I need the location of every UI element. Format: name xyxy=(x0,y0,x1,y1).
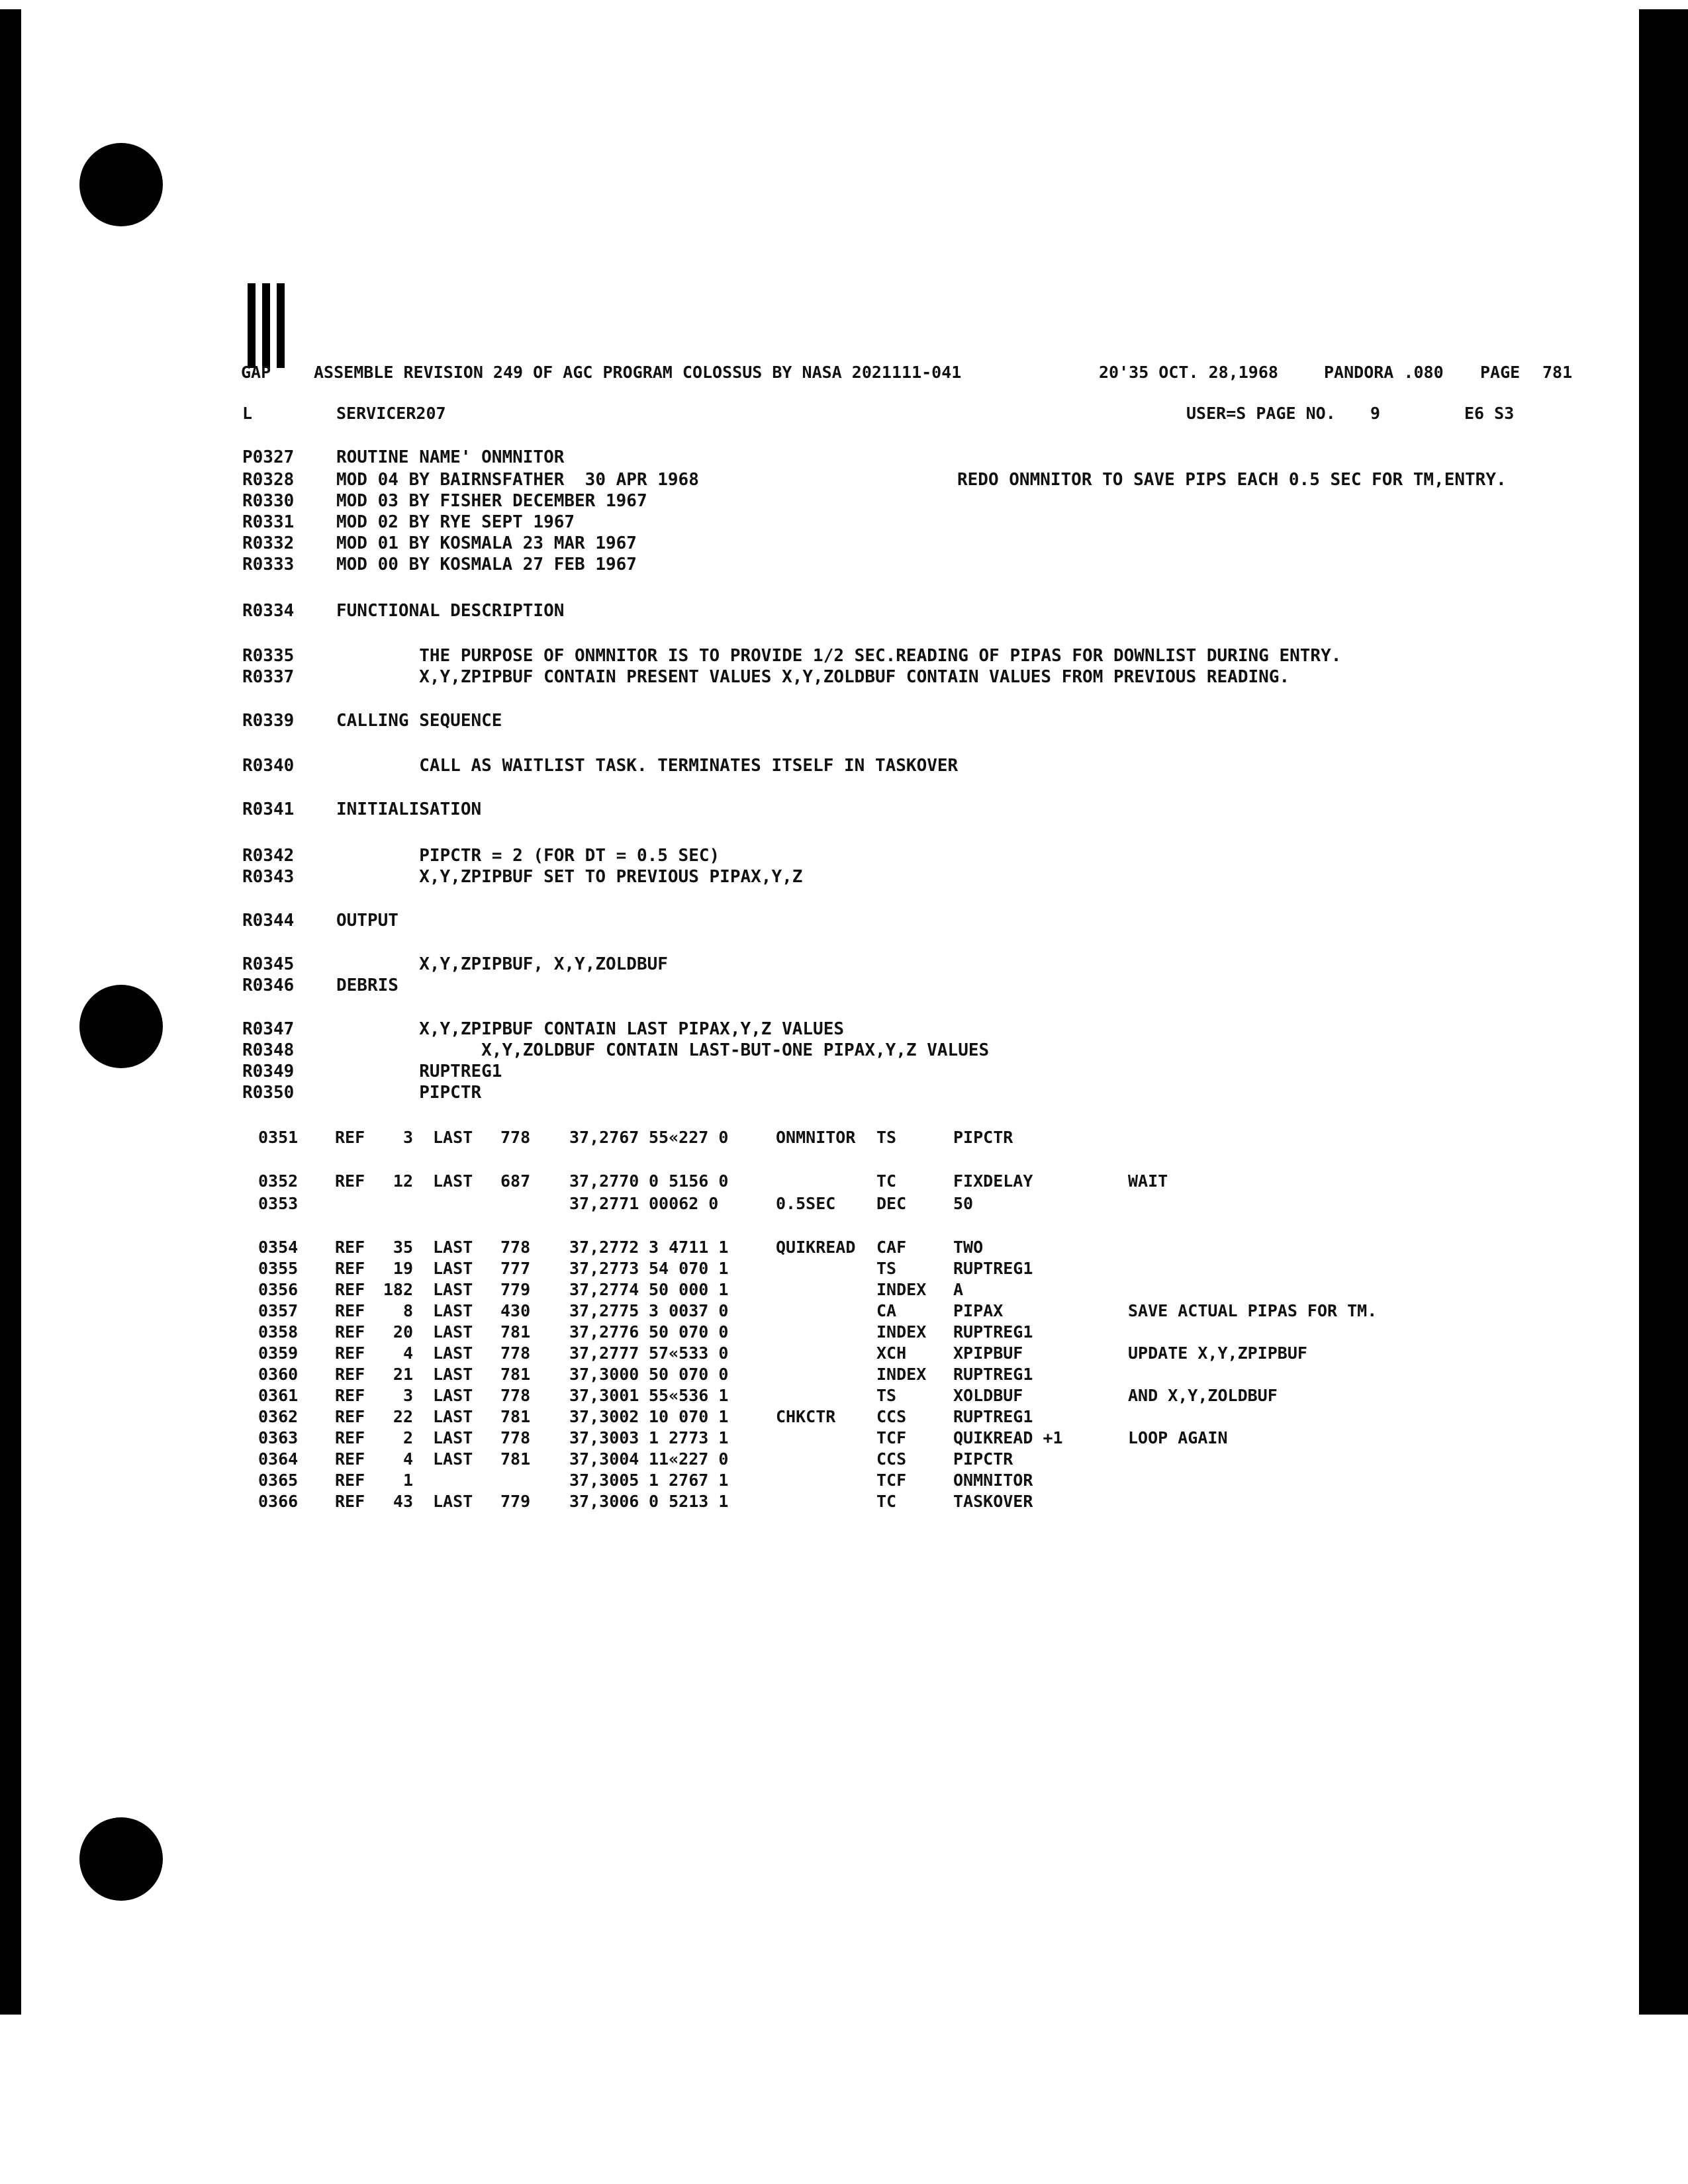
line-number: R0343 xyxy=(242,867,295,887)
last-keyword: LAST xyxy=(433,1343,473,1363)
line-number: R0334 xyxy=(242,601,295,621)
address: 37,2777 xyxy=(569,1343,639,1363)
last-keyword: LAST xyxy=(433,1171,473,1191)
opcode: CAF xyxy=(876,1238,907,1257)
operand: XPIPBUF xyxy=(953,1343,1023,1363)
punch-hole-bottom xyxy=(79,1817,163,1901)
last-keyword: LAST xyxy=(433,1322,473,1342)
last-page: 777 xyxy=(500,1259,531,1278)
last-keyword: LAST xyxy=(433,1492,473,1511)
ref-count: 19 xyxy=(393,1259,413,1278)
code-comment: LOOP AGAIN xyxy=(1128,1428,1228,1447)
header-section: SERVICER207 xyxy=(336,404,446,423)
last-page: 779 xyxy=(500,1492,531,1511)
remark-text: CALL AS WAITLIST TASK. TERMINATES ITSELF IN TASKOVER xyxy=(336,756,959,776)
line-number: 0359 xyxy=(258,1343,299,1363)
address: 37,2773 xyxy=(569,1259,639,1278)
opcode: TCF xyxy=(876,1428,907,1447)
line-number: 0365 xyxy=(258,1471,299,1490)
line-number: R0341 xyxy=(242,799,295,819)
opcode: TS xyxy=(876,1386,897,1405)
line-number: R0337 xyxy=(242,667,295,687)
ref-keyword: REF xyxy=(335,1365,365,1384)
operand: PIPCTR xyxy=(953,1449,1013,1469)
address: 37,2775 xyxy=(569,1301,639,1320)
last-keyword: LAST xyxy=(433,1428,473,1447)
remark-text: RUPTREG1 xyxy=(336,1062,502,1081)
last-page: 687 xyxy=(500,1171,531,1191)
operand: TASKOVER xyxy=(953,1492,1033,1511)
last-keyword: LAST xyxy=(433,1365,473,1384)
last-keyword: LAST xyxy=(433,1449,473,1469)
ref-count: 8 xyxy=(402,1301,413,1320)
ref-count: 1 xyxy=(402,1471,413,1490)
opcode: TS xyxy=(876,1128,897,1147)
remark-text: MOD 01 BY KOSMALA 23 MAR 1967 xyxy=(336,533,637,553)
operand: RUPTREG1 xyxy=(953,1259,1033,1278)
remark-text: MOD 00 BY KOSMALA 27 FEB 1967 xyxy=(336,555,637,574)
ref-count: 43 xyxy=(393,1492,413,1511)
ref-keyword: REF xyxy=(335,1471,365,1490)
line-number: R0331 xyxy=(242,512,295,532)
line-number: R0333 xyxy=(242,555,295,574)
operand: PIPAX xyxy=(953,1301,1004,1320)
line-number: 0352 xyxy=(258,1171,299,1191)
last-page: 781 xyxy=(500,1322,531,1342)
octal-word: 0 5156 0 xyxy=(649,1171,729,1191)
remark-text: THE PURPOSE OF ONMNITOR IS TO PROVIDE 1/2 SEC.READING OF PIPAS FOR DOWNLIST DURING ENTRY. xyxy=(336,646,1342,666)
ref-count: 21 xyxy=(393,1365,413,1384)
octal-word: 54 070 1 xyxy=(649,1259,729,1278)
line-number: 0356 xyxy=(258,1280,299,1299)
opcode: INDEX xyxy=(876,1365,927,1384)
ref-keyword: REF xyxy=(335,1128,365,1147)
ref-count: 4 xyxy=(402,1343,413,1363)
line-number: R0340 xyxy=(242,756,295,776)
last-page: 781 xyxy=(500,1449,531,1469)
remark-text: PIPCTR = 2 (FOR DT = 0.5 SEC) xyxy=(336,846,720,866)
operand: XOLDBUF xyxy=(953,1386,1023,1405)
opcode: TC xyxy=(876,1492,897,1511)
octal-word: 10 070 1 xyxy=(649,1407,729,1426)
header-prefix: GAP xyxy=(241,363,271,382)
remark-text: PIPCTR xyxy=(336,1083,482,1103)
operand: ONMNITOR xyxy=(953,1471,1033,1490)
address: 37,2770 xyxy=(569,1171,639,1191)
address: 37,2767 xyxy=(569,1128,639,1147)
line-number: R0345 xyxy=(242,954,295,974)
line-number: R0330 xyxy=(242,491,295,511)
ref-count: 35 xyxy=(393,1238,413,1257)
ref-keyword: REF xyxy=(335,1492,365,1511)
address: 37,2772 xyxy=(569,1238,639,1257)
octal-word: 3 0037 0 xyxy=(649,1301,729,1320)
last-page: 778 xyxy=(500,1428,531,1447)
remark-text: X,Y,ZPIPBUF CONTAIN PRESENT VALUES X,Y,ZOLDBUF CONTAIN VALUES FROM PREVIOUS READING. xyxy=(336,667,1290,687)
line-number: 0360 xyxy=(258,1365,299,1384)
header-user-page: USER=S PAGE NO. xyxy=(1186,404,1336,423)
remark-text: INITIALISATION xyxy=(336,799,482,819)
last-keyword: LAST xyxy=(433,1407,473,1426)
operand: RUPTREG1 xyxy=(953,1322,1033,1342)
line-number: R0347 xyxy=(242,1019,295,1039)
octal-word: 50 000 1 xyxy=(649,1280,729,1299)
opcode: CCS xyxy=(876,1449,907,1469)
remark-text: MOD 02 BY RYE SEPT 1967 xyxy=(336,512,575,532)
last-keyword: LAST xyxy=(433,1259,473,1278)
address: 37,3001 xyxy=(569,1386,639,1405)
ref-count: 20 xyxy=(393,1322,413,1342)
octal-word: 55«227 0 xyxy=(649,1128,729,1147)
remark-text: MOD 04 BY BAIRNSFATHER 30 APR 1968 xyxy=(336,470,699,490)
code-comment: AND X,Y,ZOLDBUF xyxy=(1128,1386,1278,1405)
line-number: 0351 xyxy=(258,1128,299,1147)
address: 37,3002 xyxy=(569,1407,639,1426)
line-number: 0355 xyxy=(258,1259,299,1278)
header-assembly: ASSEMBLE REVISION 249 OF AGC PROGRAM COLOSSUS BY NASA 2021111-041 xyxy=(314,363,962,382)
code-label: CHKCTR xyxy=(776,1407,836,1426)
ref-count: 182 xyxy=(383,1280,413,1299)
ref-keyword: REF xyxy=(335,1343,365,1363)
line-number: R0342 xyxy=(242,846,295,866)
address: 37,3005 xyxy=(569,1471,639,1490)
operand: TWO xyxy=(953,1238,984,1257)
line-number: 0354 xyxy=(258,1238,299,1257)
line-number: 0361 xyxy=(258,1386,299,1405)
punch-hole-top xyxy=(79,143,163,226)
remark-text: X,Y,ZPIPBUF, X,Y,ZOLDBUF xyxy=(336,954,668,974)
ref-count: 22 xyxy=(393,1407,413,1426)
line-number: 0362 xyxy=(258,1407,299,1426)
octal-word: 0 5213 1 xyxy=(649,1492,729,1511)
octal-word: 57«533 0 xyxy=(649,1343,729,1363)
header-tag: PANDORA .080 xyxy=(1324,363,1444,382)
octal-word: 11«227 0 xyxy=(649,1449,729,1469)
address: 37,3006 xyxy=(569,1492,639,1511)
ref-keyword: REF xyxy=(335,1280,365,1299)
octal-word: 00062 0 xyxy=(649,1194,719,1213)
remark-text: MOD 03 BY FISHER DECEMBER 1967 xyxy=(336,491,647,511)
operand: FIXDELAY xyxy=(953,1171,1033,1191)
address: 37,3000 xyxy=(569,1365,639,1384)
opcode: CA xyxy=(876,1301,897,1320)
octal-word: 3 4711 1 xyxy=(649,1238,729,1257)
last-page: 781 xyxy=(500,1365,531,1384)
line-number: R0335 xyxy=(242,646,295,666)
ref-count: 4 xyxy=(402,1449,413,1469)
octal-word: 50 070 0 xyxy=(649,1322,729,1342)
line-number: R0348 xyxy=(242,1040,295,1060)
operand: QUIKREAD +1 xyxy=(953,1428,1063,1447)
code-label: QUIKREAD xyxy=(776,1238,856,1257)
code-label: ONMNITOR xyxy=(776,1128,856,1147)
scan-border-left xyxy=(0,9,21,2015)
remark-text: OUTPUT xyxy=(336,911,399,931)
line-number: R0349 xyxy=(242,1062,295,1081)
last-page: 778 xyxy=(500,1386,531,1405)
last-page: 778 xyxy=(500,1343,531,1363)
code-label: 0.5SEC xyxy=(776,1194,836,1213)
last-keyword: LAST xyxy=(433,1280,473,1299)
ref-count: 2 xyxy=(402,1428,413,1447)
header-page-label: PAGE xyxy=(1480,363,1521,382)
remark-text: CALLING SEQUENCE xyxy=(336,711,502,731)
operand: A xyxy=(953,1280,964,1299)
line-number: R0328 xyxy=(242,470,295,490)
opcode: TCF xyxy=(876,1471,907,1490)
opcode: INDEX xyxy=(876,1280,927,1299)
last-keyword: LAST xyxy=(433,1301,473,1320)
octal-word: 50 070 0 xyxy=(649,1365,729,1384)
line-number: R0332 xyxy=(242,533,295,553)
address: 37,3003 xyxy=(569,1428,639,1447)
line-number: 0357 xyxy=(258,1301,299,1320)
operand: RUPTREG1 xyxy=(953,1407,1033,1426)
code-comment: SAVE ACTUAL PIPAS FOR TM. xyxy=(1128,1301,1378,1320)
address: 37,3004 xyxy=(569,1449,639,1469)
operand: RUPTREG1 xyxy=(953,1365,1033,1384)
opcode: INDEX xyxy=(876,1322,927,1342)
line-number: 0363 xyxy=(258,1428,299,1447)
ref-count: 3 xyxy=(402,1128,413,1147)
line-number: R0344 xyxy=(242,911,295,931)
line-number: 0366 xyxy=(258,1492,299,1511)
remark-text: ROUTINE NAME' ONMNITOR xyxy=(336,447,565,467)
remark-text: X,Y,ZOLDBUF CONTAIN LAST-BUT-ONE PIPAX,Y,Z VALUES xyxy=(336,1040,990,1060)
last-keyword: LAST xyxy=(433,1238,473,1257)
remark-text: DEBRIS xyxy=(336,976,399,995)
ref-keyword: REF xyxy=(335,1259,365,1278)
punch-hole-middle xyxy=(79,985,163,1068)
opcode: XCH xyxy=(876,1343,907,1363)
address: 37,2774 xyxy=(569,1280,639,1299)
last-page: 778 xyxy=(500,1128,531,1147)
header-page-number: 781 xyxy=(1542,363,1573,382)
last-keyword: LAST xyxy=(433,1128,473,1147)
octal-word: 55«536 1 xyxy=(649,1386,729,1405)
last-keyword: LAST xyxy=(433,1386,473,1405)
remark-text: FUNCTIONAL DESCRIPTION xyxy=(336,601,565,621)
ref-keyword: REF xyxy=(335,1301,365,1320)
remark-text: X,Y,ZPIPBUF CONTAIN LAST PIPAX,Y,Z VALUES xyxy=(336,1019,845,1039)
header-time-date: 20'35 OCT. 28,1968 xyxy=(1099,363,1278,382)
address: 37,2771 xyxy=(569,1194,639,1213)
ref-keyword: REF xyxy=(335,1171,365,1191)
last-page: 781 xyxy=(500,1407,531,1426)
opcode: CCS xyxy=(876,1407,907,1426)
line-number: R0346 xyxy=(242,976,295,995)
line-number: 0353 xyxy=(258,1194,299,1213)
ref-keyword: REF xyxy=(335,1407,365,1426)
ref-count: 3 xyxy=(402,1386,413,1405)
ref-count: 12 xyxy=(393,1171,413,1191)
code-comment: WAIT xyxy=(1128,1171,1168,1191)
last-page: 430 xyxy=(500,1301,531,1320)
last-page: 779 xyxy=(500,1280,531,1299)
ref-keyword: REF xyxy=(335,1386,365,1405)
address: 37,2776 xyxy=(569,1322,639,1342)
ref-keyword: REF xyxy=(335,1238,365,1257)
revision-note: REDO ONMNITOR TO SAVE PIPS EACH 0.5 SEC FOR TM,ENTRY. xyxy=(957,470,1507,490)
opcode: DEC xyxy=(876,1194,907,1213)
ref-keyword: REF xyxy=(335,1428,365,1447)
line-number: R0339 xyxy=(242,711,295,731)
remark-text: X,Y,ZPIPBUF SET TO PREVIOUS PIPAX,Y,Z xyxy=(336,867,803,887)
header-code-ref: E6 S3 xyxy=(1464,404,1515,423)
last-page: 778 xyxy=(500,1238,531,1257)
ref-keyword: REF xyxy=(335,1322,365,1342)
code-comment: UPDATE X,Y,ZPIPBUF xyxy=(1128,1343,1307,1363)
scan-border-right xyxy=(1639,9,1688,2015)
line-number: 0364 xyxy=(258,1449,299,1469)
operand: 50 xyxy=(953,1194,974,1213)
opcode: TS xyxy=(876,1259,897,1278)
registration-marks xyxy=(248,283,289,368)
octal-word: 1 2767 1 xyxy=(649,1471,729,1490)
header-log-letter: L xyxy=(242,404,253,423)
header-user-page-number: 9 xyxy=(1370,404,1381,423)
operand: PIPCTR xyxy=(953,1128,1013,1147)
ref-keyword: REF xyxy=(335,1449,365,1469)
opcode: TC xyxy=(876,1171,897,1191)
line-number: P0327 xyxy=(242,447,295,467)
line-number: 0358 xyxy=(258,1322,299,1342)
line-number: R0350 xyxy=(242,1083,295,1103)
octal-word: 1 2773 1 xyxy=(649,1428,729,1447)
